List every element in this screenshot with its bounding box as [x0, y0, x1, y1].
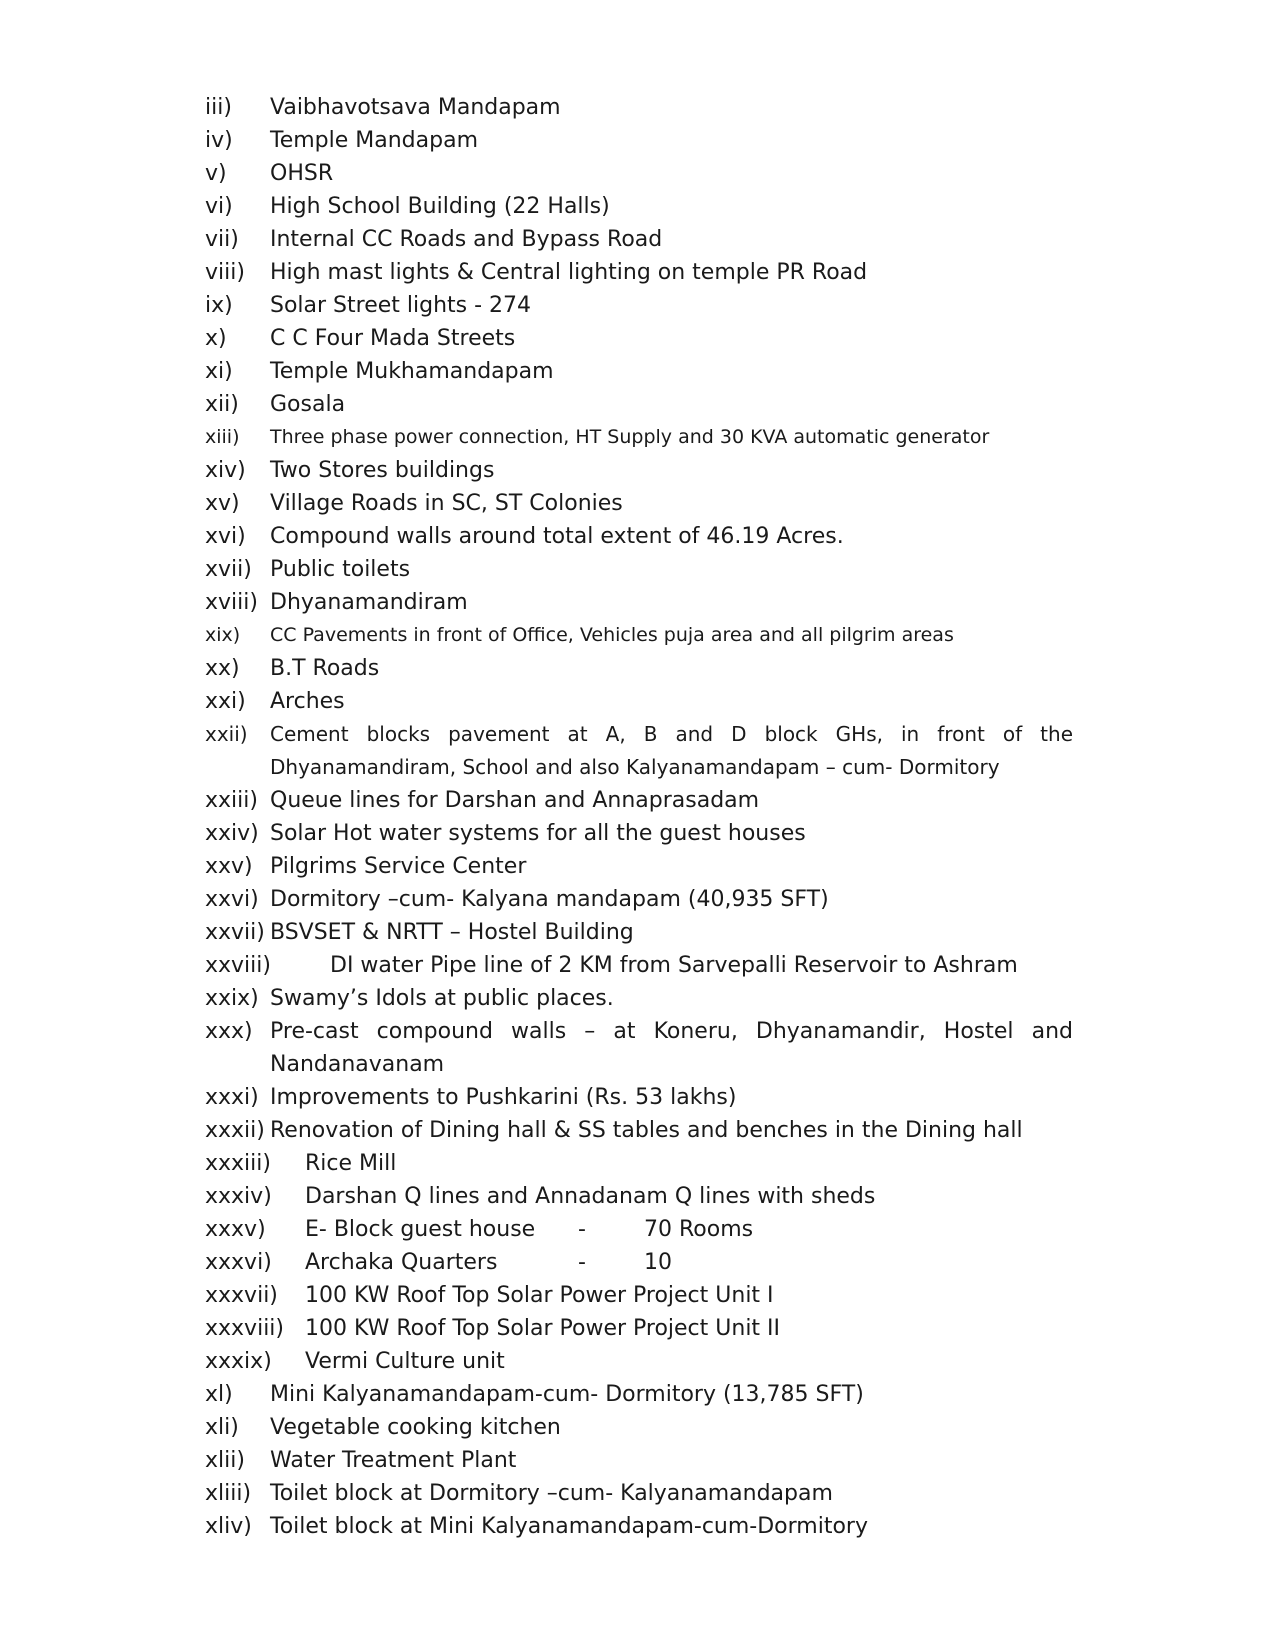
list-item-number: xxvii)	[205, 920, 265, 945]
list-item	[205, 685, 1073, 718]
list-item-line: Vermi Culture unit	[305, 1349, 505, 1374]
list-item-line: Rice Mill	[305, 1151, 397, 1176]
list-item-line: Cement blocks pavement at A, B and D block GHs, in front of the	[270, 722, 1073, 746]
list-item	[205, 883, 1073, 916]
list-item-text	[270, 586, 1073, 619]
list-item-text	[270, 1477, 1073, 1510]
list-item-text	[270, 784, 1073, 817]
list-item	[205, 289, 1073, 322]
list-item	[205, 850, 1073, 883]
list-item	[205, 1411, 1073, 1444]
list-item-line: Pre-cast compound walls – at Koneru, Dhyanamandir, Hostel and	[270, 1019, 1073, 1044]
list-item-number: xi)	[205, 359, 233, 384]
list-item-line: Nandanavanam	[270, 1052, 445, 1077]
list-item-text	[270, 487, 1073, 520]
list-item-line: High School Building (22 Halls)	[270, 194, 610, 219]
list-item-number: ix)	[205, 293, 233, 318]
list-item-text	[305, 1147, 1073, 1180]
list-item-line: Village Roads in SC, ST Colonies	[270, 491, 623, 516]
list-item-number: xliv)	[205, 1514, 252, 1539]
list-item-line: Vegetable cooking kitchen	[270, 1415, 561, 1440]
list-item	[205, 586, 1073, 619]
list-item-text	[270, 388, 1073, 421]
list-item-text	[305, 1180, 1073, 1213]
list-item-number: x)	[205, 326, 227, 351]
list-item-text	[270, 817, 1073, 850]
list-item-line: Dhyanamandiram	[270, 590, 468, 615]
list-item-number: xvii)	[205, 557, 252, 582]
list-item	[205, 1345, 1073, 1378]
list-item	[205, 1510, 1073, 1543]
list-item-number: xii)	[205, 392, 239, 417]
list-item-line: OHSR	[270, 161, 334, 186]
list-item-number: xxxv)	[205, 1217, 266, 1242]
list-item-text	[330, 949, 1073, 982]
list-item-number: xl)	[205, 1382, 233, 1407]
list-item-line: Renovation of Dining hall & SS tables and benches in the Dining hall	[270, 1118, 1023, 1143]
list-item	[205, 322, 1073, 355]
list-item-number: xv)	[205, 491, 240, 516]
list-item-number: xiv)	[205, 458, 246, 483]
list-item-line: Darshan Q lines and Annadanam Q lines with sheds	[305, 1184, 876, 1209]
list-item-number: xix)	[205, 624, 241, 646]
list-item-text	[270, 520, 1073, 553]
list-item-number: xxxiii)	[205, 1151, 271, 1176]
list-item-text	[270, 322, 1073, 355]
list-item	[205, 1246, 1073, 1279]
list-item-line: Toilet block at Mini Kalyanamandapam-cum-Dormitory	[270, 1514, 868, 1539]
list-item-text	[270, 883, 1073, 916]
list-item-text	[305, 1246, 1073, 1279]
list-item-line: B.T Roads	[270, 656, 380, 681]
list-item	[205, 1180, 1073, 1213]
list-item	[205, 553, 1073, 586]
list-item-text	[270, 289, 1073, 322]
list-item-number: xxx)	[205, 1019, 253, 1044]
list-item-number: xxxvii)	[205, 1283, 278, 1308]
list-item-line: Pilgrims Service Center	[270, 854, 527, 879]
list-item	[205, 1114, 1073, 1147]
list-item	[205, 916, 1073, 949]
list-item-text	[270, 652, 1073, 685]
list-item	[205, 487, 1073, 520]
list-item-text	[270, 454, 1073, 487]
list-item-number: xvi)	[205, 524, 246, 549]
list-item	[205, 718, 1073, 784]
list-item-text	[270, 850, 1073, 883]
list-item-line: 100 KW Roof Top Solar Power Project Unit II	[305, 1316, 781, 1341]
list-item	[205, 982, 1073, 1015]
list-item-separator: -	[578, 1250, 586, 1275]
list-item-text	[270, 223, 1073, 256]
list-item-number: xxviii)	[205, 953, 271, 978]
list-item-value: 70 Rooms	[644, 1217, 754, 1242]
list-item-text	[270, 124, 1073, 157]
list-item-number: xli)	[205, 1415, 239, 1440]
list-item	[205, 1477, 1073, 1510]
list-item-text	[270, 157, 1073, 190]
list-item-label: Archaka Quarters	[305, 1250, 498, 1275]
list-item-text	[305, 1312, 1073, 1345]
list-item-number: xxii)	[205, 722, 248, 746]
list-item-line: Solar Hot water systems for all the guest houses	[270, 821, 806, 846]
list-item	[205, 157, 1073, 190]
list-item-text	[270, 91, 1073, 124]
list-item	[205, 520, 1073, 553]
list-item-text	[270, 1015, 1073, 1081]
list-item	[205, 1213, 1073, 1246]
list-item-text	[270, 619, 1073, 652]
list-item	[205, 355, 1073, 388]
list-item-text	[305, 1213, 1073, 1246]
list-item-line: Temple Mandapam	[270, 128, 479, 153]
list-item-text	[270, 982, 1073, 1015]
list-item-text	[270, 916, 1073, 949]
list-item	[205, 1312, 1073, 1345]
list-item-text	[270, 1081, 1073, 1114]
numbered-list	[205, 91, 1275, 1543]
list-item	[205, 256, 1073, 289]
list-item-text	[270, 1411, 1073, 1444]
list-item-line: Vaibhavotsava Mandapam	[270, 95, 561, 120]
list-item-line: Arches	[270, 689, 345, 714]
list-item-line: Toilet block at Dormitory –cum- Kalyanamandapam	[270, 1481, 833, 1506]
list-item-line: Temple Mukhamandapam	[270, 359, 554, 384]
list-item-line: 100 KW Roof Top Solar Power Project Unit I	[305, 1283, 774, 1308]
list-item	[205, 817, 1073, 850]
list-item-line: Queue lines for Darshan and Annaprasadam	[270, 788, 760, 813]
list-item-number: xviii)	[205, 590, 258, 615]
list-item-line: Mini Kalyanamandapam-cum- Dormitory (13,785 SFT)	[270, 1382, 864, 1407]
list-item-line: Dhyanamandiram, School and also Kalyanamandapam – cum- Dormitory	[270, 755, 1000, 779]
list-item-number: xxxi)	[205, 1085, 259, 1110]
list-item	[205, 1279, 1073, 1312]
list-item-text	[270, 1444, 1073, 1477]
list-item-line: Three phase power connection, HT Supply and 30 KVA automatic generator	[270, 426, 990, 448]
list-item-number: xxi)	[205, 689, 246, 714]
list-item-number: xxxvi)	[205, 1250, 272, 1275]
list-item-number: xxvi)	[205, 887, 259, 912]
list-item-line: Dormitory –cum- Kalyana mandapam (40,935 SFT)	[270, 887, 829, 912]
list-item-number: xxix)	[205, 986, 259, 1011]
list-item-number: xxxix)	[205, 1349, 272, 1374]
list-item	[205, 454, 1073, 487]
list-item-number: xxiv)	[205, 821, 259, 846]
list-item	[205, 1147, 1073, 1180]
list-item	[205, 190, 1073, 223]
list-item	[205, 223, 1073, 256]
list-item-text	[270, 718, 1073, 784]
list-item-line: Two Stores buildings	[270, 458, 495, 483]
list-item-number: xxiii)	[205, 788, 258, 813]
list-item-line: Internal CC Roads and Bypass Road	[270, 227, 663, 252]
list-item-number: iii)	[205, 95, 232, 120]
list-item-line: Swamy’s Idols at public places.	[270, 986, 614, 1011]
list-item-text	[270, 685, 1073, 718]
list-item	[205, 652, 1073, 685]
list-item-value: 10	[644, 1250, 672, 1275]
list-item-line: Improvements to Pushkarini (Rs. 53 lakhs)	[270, 1085, 737, 1110]
list-item-line: BSVSET & NRTT – Hostel Building	[270, 920, 634, 945]
list-item-line: Water Treatment Plant	[270, 1448, 517, 1473]
list-item	[205, 1081, 1073, 1114]
list-item-number: xxv)	[205, 854, 253, 879]
list-item-number: xlii)	[205, 1448, 245, 1473]
list-item-number: vii)	[205, 227, 239, 252]
list-item-text	[270, 421, 1073, 454]
list-item-number: viii)	[205, 260, 245, 285]
list-item-label: E- Block guest house	[305, 1217, 536, 1242]
list-item-text	[270, 1510, 1073, 1543]
list-item-text	[305, 1345, 1073, 1378]
list-item	[205, 784, 1073, 817]
list-item-number: v)	[205, 161, 227, 186]
list-item-separator: -	[578, 1217, 586, 1242]
list-item-text	[270, 553, 1073, 586]
list-item	[205, 91, 1073, 124]
list-item	[205, 1444, 1073, 1477]
list-item-line: CC Pavements in front of Office, Vehicles puja area and all pilgrim areas	[270, 624, 954, 646]
list-item	[205, 421, 1073, 454]
list-item-line: Solar Street lights - 274	[270, 293, 532, 318]
list-item-line: Compound walls around total extent of 46.19 Acres.	[270, 524, 844, 549]
list-item	[205, 124, 1073, 157]
list-item-text	[270, 355, 1073, 388]
list-item	[205, 1015, 1073, 1081]
list-item-number: xliii)	[205, 1481, 252, 1506]
list-item	[205, 619, 1073, 652]
list-item-number: xxxii)	[205, 1118, 265, 1143]
list-item-number: xxxviii)	[205, 1316, 284, 1341]
list-item-number: xx)	[205, 656, 240, 681]
list-item-line: Gosala	[270, 392, 346, 417]
list-item-number: xxxiv)	[205, 1184, 272, 1209]
list-item-text	[270, 190, 1073, 223]
list-item-number: vi)	[205, 194, 233, 219]
list-item-number: iv)	[205, 128, 233, 153]
list-item-text	[270, 256, 1073, 289]
list-item-line: C C Four Mada Streets	[270, 326, 516, 351]
list-item-number: xiii)	[205, 426, 240, 448]
list-item-text	[305, 1279, 1073, 1312]
list-item-text	[270, 1114, 1073, 1147]
list-item	[205, 388, 1073, 421]
list-item-text	[270, 1378, 1073, 1411]
list-item-line: DI water Pipe line of 2 KM from Sarvepalli Reservoir to Ashram	[330, 953, 1018, 978]
list-item-line: Public toilets	[270, 557, 411, 582]
list-item-line: High mast lights & Central lighting on temple PR Road	[270, 260, 868, 285]
list-item	[205, 949, 1073, 982]
list-item	[205, 1378, 1073, 1411]
